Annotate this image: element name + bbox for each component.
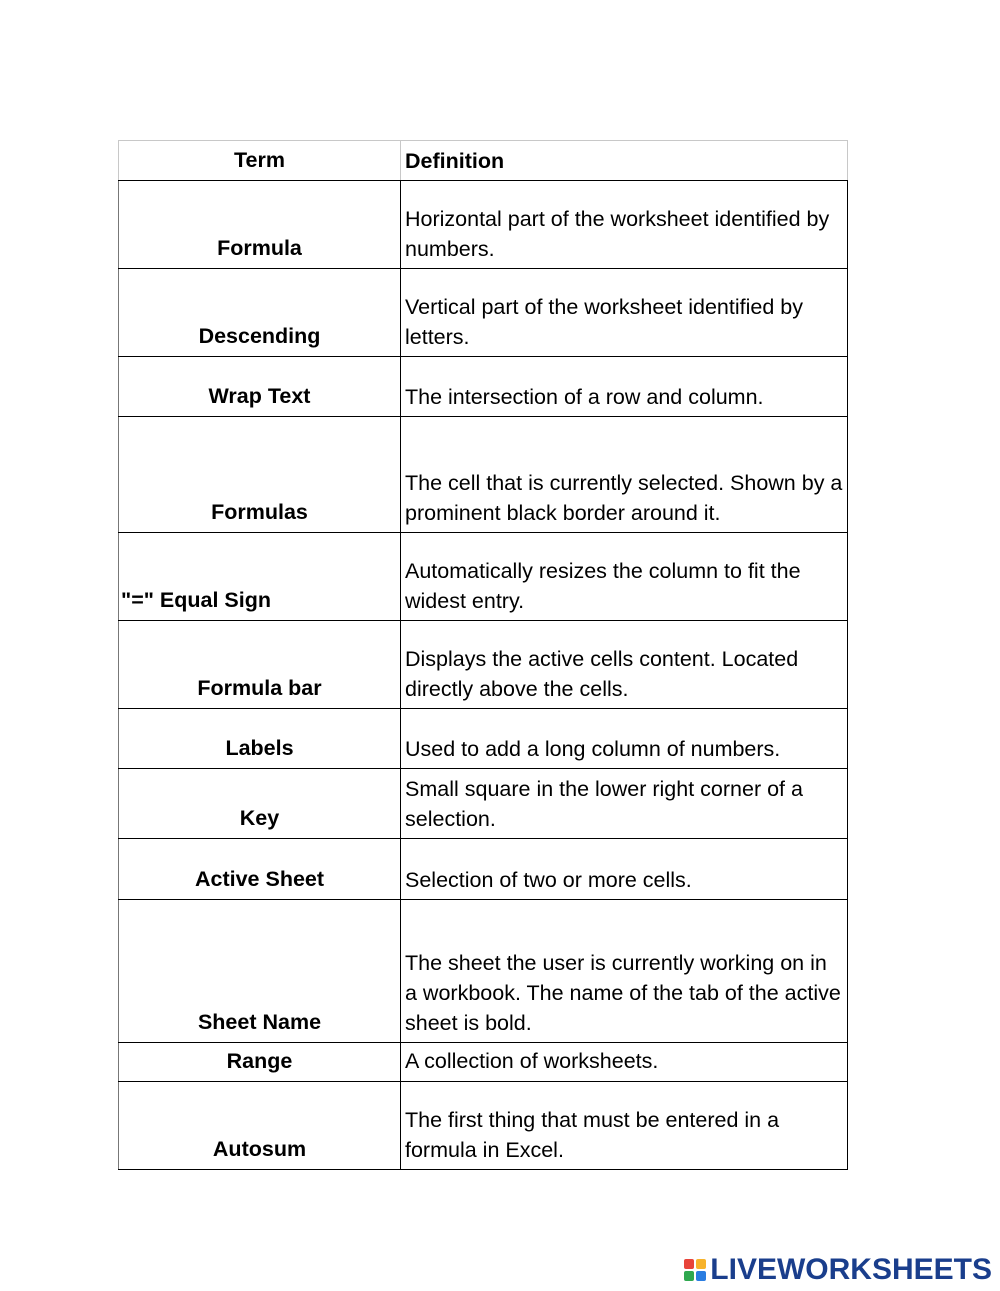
table-row [119,621,848,709]
table-row [119,533,848,621]
table-row [119,1043,848,1082]
term-cell: Active Sheet [119,839,401,900]
definition-cell: Small square in the lower right corner of a selection. [401,769,848,839]
logo-tile-icon [684,1271,694,1281]
table-row [119,900,848,1043]
table-row [119,839,848,900]
header-definition: Definition [401,141,848,181]
logo-tile-icon [696,1259,706,1269]
definition-cell: The intersection of a row and column. [401,357,848,417]
logo-tile-icon [684,1259,694,1269]
definition-cell: The cell that is currently selected. Shown by a prominent black border around it. [401,417,848,533]
term-cell: Labels [119,709,401,769]
term-cell: Range [119,1043,401,1082]
term-cell: Key [119,769,401,839]
definition-cell: Used to add a long column of numbers. [401,709,848,769]
term-cell: "=" Equal Sign [119,533,401,621]
table-row [119,1082,848,1170]
term-cell: Wrap Text [119,357,401,417]
definition-cell: The sheet the user is currently working on in a workbook. The name of the tab of the active sheet is bold. [401,900,848,1043]
term-cell: Formula bar [119,621,401,709]
table-row [119,709,848,769]
table-row [119,357,848,417]
term-cell: Descending [119,269,401,357]
liveworksheets-logo[interactable] [684,1255,992,1285]
definition-cell: A collection of worksheets. [401,1043,848,1082]
definition-cell: Selection of two or more cells. [401,839,848,900]
brand-name: LIVEWORKSHEETS [710,1253,992,1286]
terms-table [118,140,848,1170]
table-row [119,181,848,269]
term-cell: Formulas [119,417,401,533]
definition-cell: The first thing that must be entered in a formula in Excel. [401,1082,848,1170]
definition-cell: Automatically resizes the column to fit the widest entry. [401,533,848,621]
logo-tiles-icon [684,1259,706,1281]
term-cell: Sheet Name [119,900,401,1043]
term-cell: Autosum [119,1082,401,1170]
table-header-row [119,141,848,181]
table-row [119,769,848,839]
definition-cell: Displays the active cells content. Located directly above the cells. [401,621,848,709]
table-row [119,417,848,533]
header-term: Term [119,141,401,181]
term-cell: Formula [119,181,401,269]
definition-cell: Horizontal part of the worksheet identified by numbers. [401,181,848,269]
definition-cell: Vertical part of the worksheet identified by letters. [401,269,848,357]
logo-tile-icon [696,1271,706,1281]
table-row [119,269,848,357]
